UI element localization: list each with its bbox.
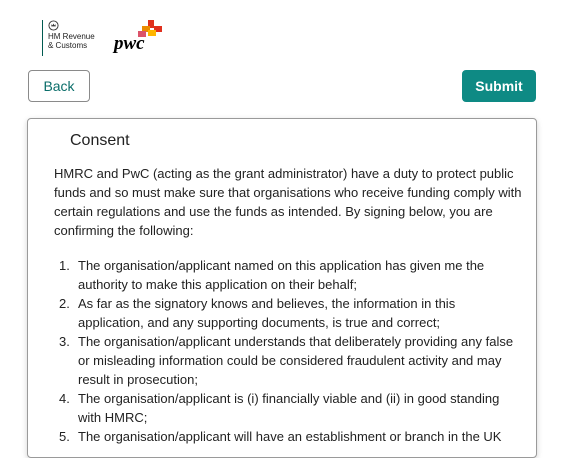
pwc-logo: [114, 20, 164, 56]
consent-item-number: 5.: [59, 429, 70, 444]
consent-item-text: The organisation/applicant is (i) financially viable and (ii) in good standing with HMRC;: [78, 391, 500, 425]
consent-item-text: The organisation/applicant understands that deliberately providing any false or misleading information could be considered fraudulent activity and may result in prosecution;: [78, 334, 514, 387]
back-button[interactable]: Back: [28, 70, 90, 102]
hmrc-logo-text: [48, 32, 95, 50]
consent-intro: HMRC and PwC (acting as the grant administrator) have a duty to protect public funds and so must make sure that organisations who receive funding comply with certain regulations and use the funds as intended. By signing below, you are confirming the following:: [54, 166, 522, 238]
hmrc-line-1: HM Revenue: [48, 32, 95, 41]
hmrc-line-2: & Customs: [48, 41, 88, 50]
crown-crest-icon: [48, 20, 59, 31]
consent-item: [54, 332, 524, 389]
consent-item: [54, 294, 524, 332]
consent-panel: [27, 118, 537, 458]
consent-title: Consent: [70, 132, 130, 149]
consent-item-text: As far as the signatory knows and believes, the information in this application, and any supporting documents, is true and correct;: [78, 296, 456, 330]
consent-item-number: 1.: [59, 258, 70, 273]
consent-item-number: 2.: [59, 296, 70, 311]
consent-item-number: 3.: [59, 334, 70, 349]
header-logos: [42, 20, 172, 60]
consent-list: [54, 256, 524, 446]
consent-item: [54, 389, 524, 427]
pwc-wordmark: pwc: [114, 33, 145, 54]
consent-item-text: The organisation/applicant will have an establishment or branch in the UK: [78, 429, 502, 444]
consent-item-number: 4.: [59, 391, 70, 406]
consent-item: [54, 256, 524, 294]
submit-button[interactable]: Submit: [462, 70, 536, 102]
hmrc-logo: [42, 20, 102, 56]
consent-item-text: The organisation/applicant named on this application has given me the authority to make this application on their behalf;: [78, 258, 485, 292]
consent-item: [54, 427, 524, 446]
